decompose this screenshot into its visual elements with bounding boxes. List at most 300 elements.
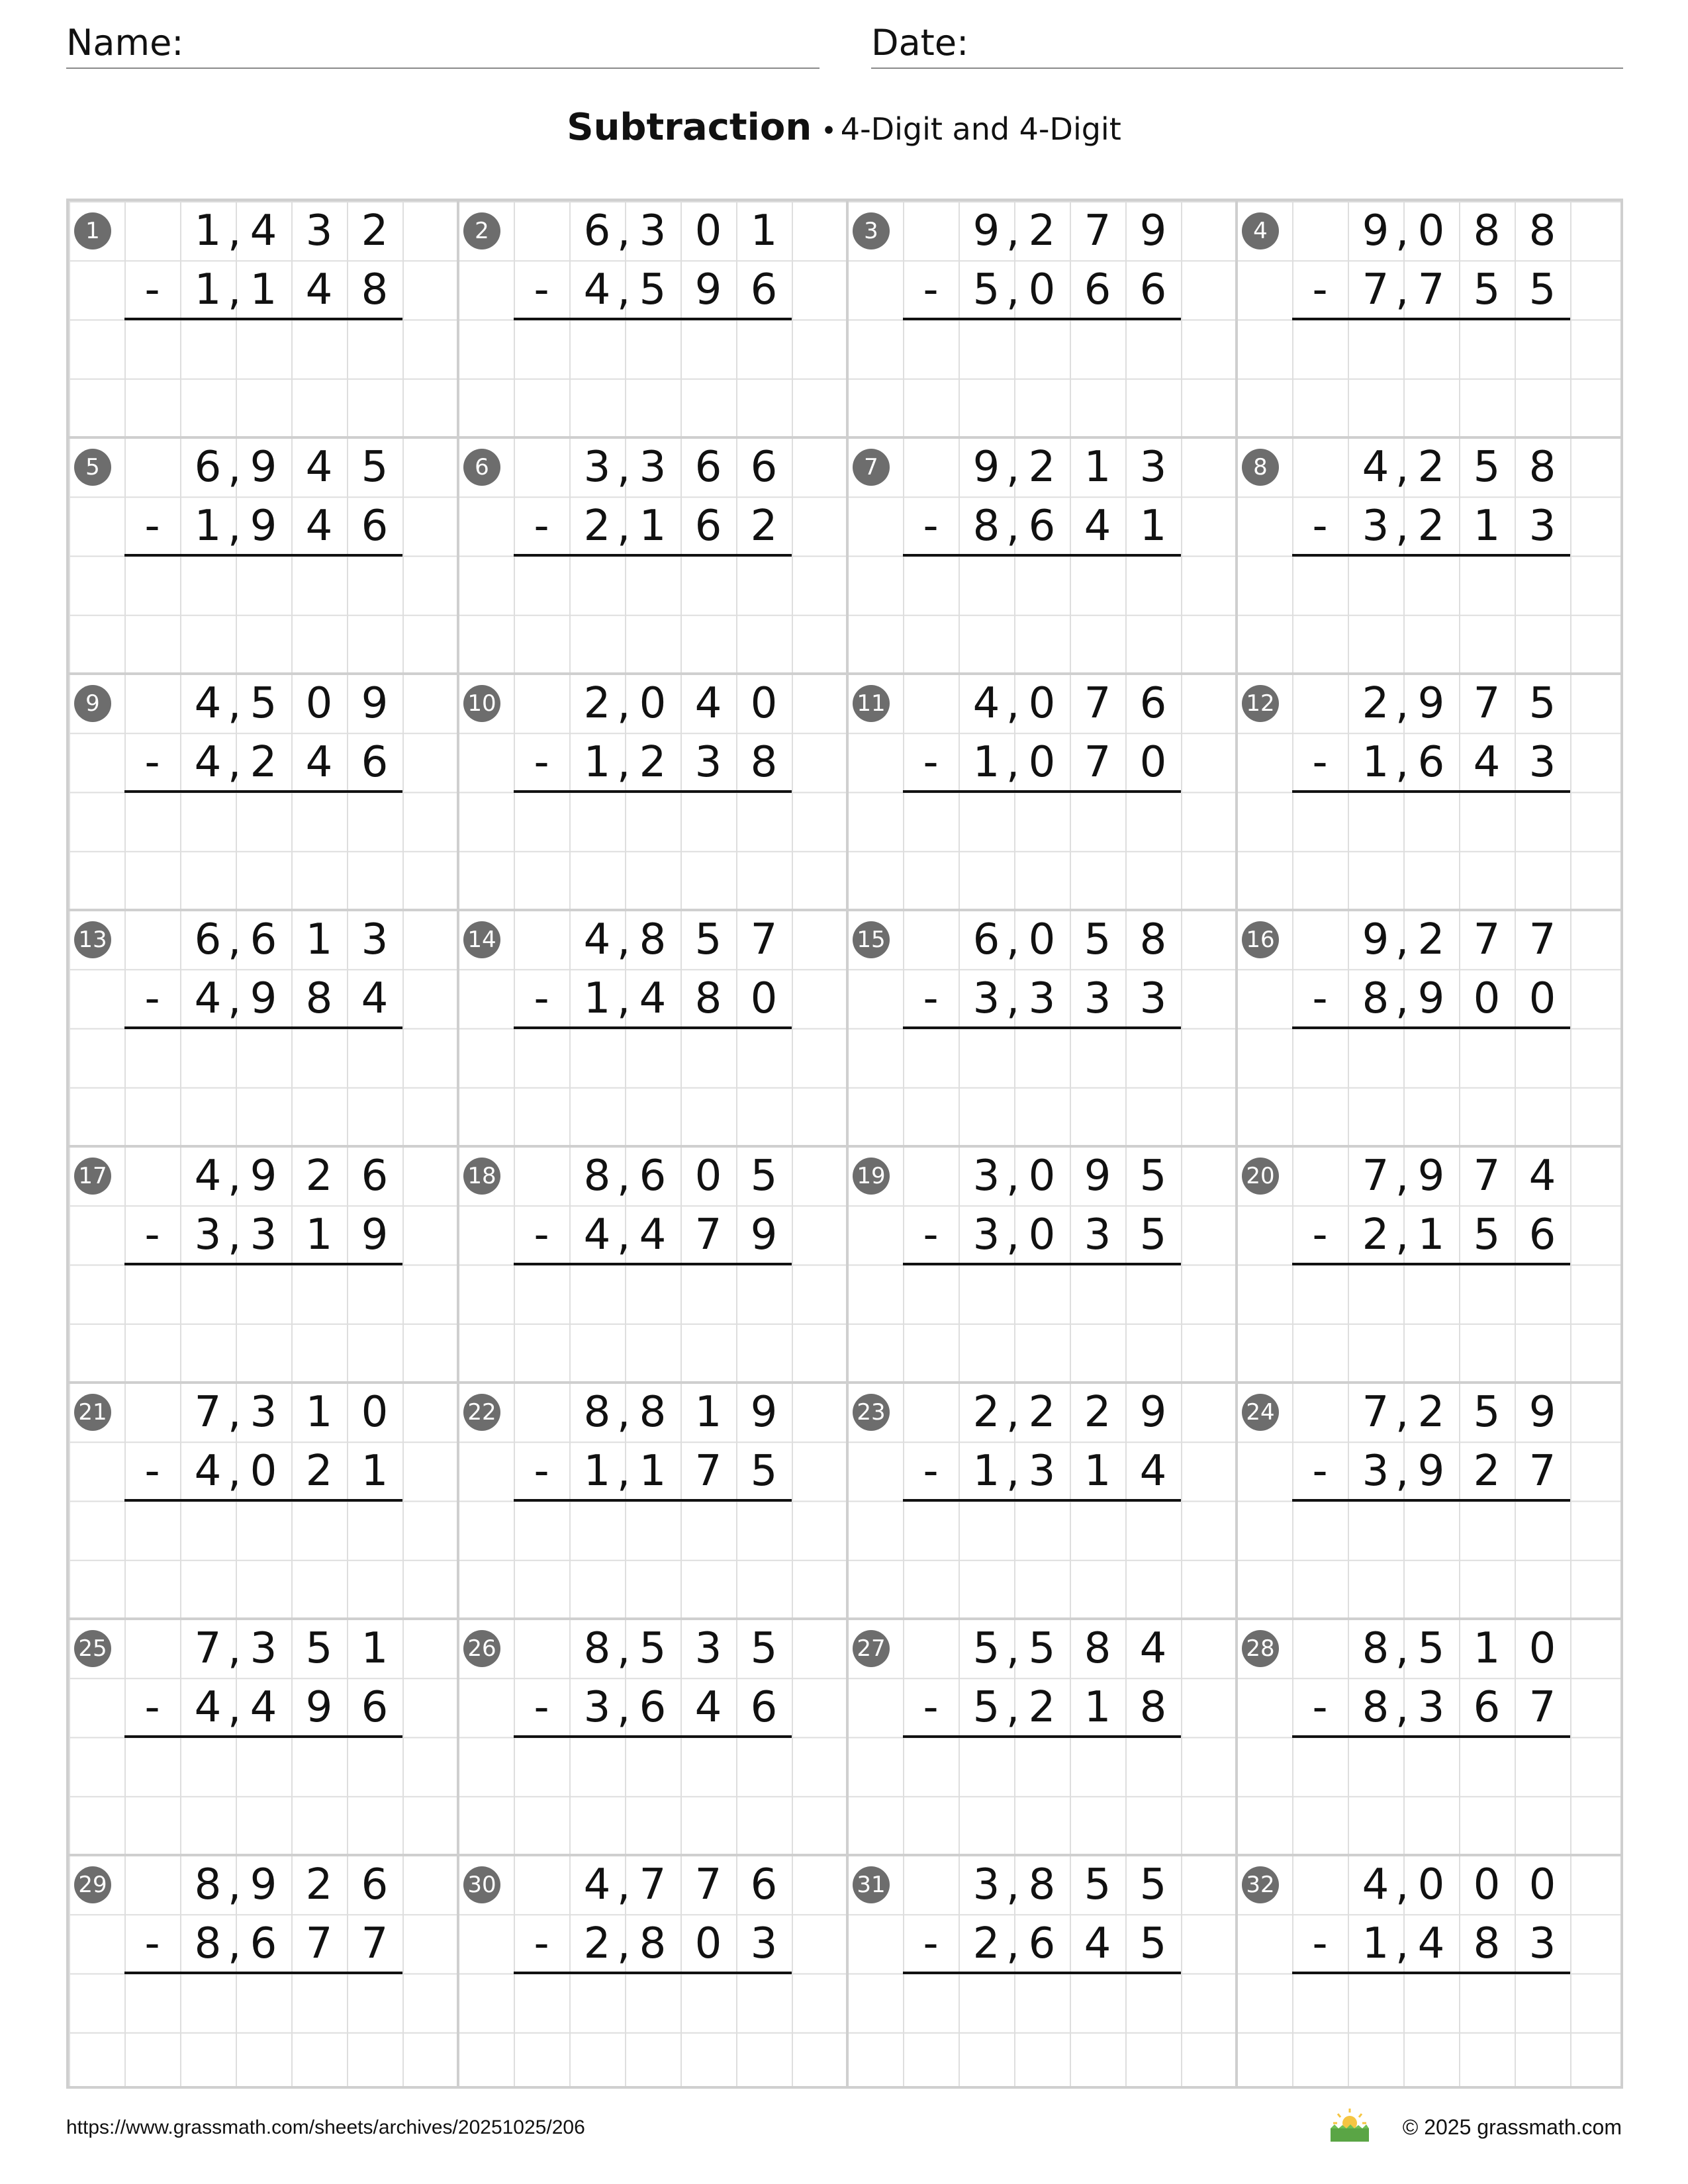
minus-sign: - xyxy=(144,737,160,787)
thousands-separator: , xyxy=(1006,443,1020,492)
minus-sign: - xyxy=(534,1446,549,1496)
problem-number-badge: 16 xyxy=(1242,921,1279,958)
subtrahend-digit: 6 xyxy=(361,501,389,551)
subtrahend-digit: 9 xyxy=(250,974,277,1023)
minuend-digit: 0 xyxy=(1028,1151,1056,1201)
subtrahend-digit: 6 xyxy=(750,265,778,314)
subtrahend-digit: 0 xyxy=(694,1919,722,1968)
subtrahend-digit: 4 xyxy=(194,1682,222,1732)
problem-number-badge: 11 xyxy=(853,685,890,722)
subtrahend-digit: 4 xyxy=(361,974,389,1023)
minuend-digit: 3 xyxy=(694,1623,722,1673)
minuend-digit: 3 xyxy=(639,206,667,255)
subtrahend-digit: 3 xyxy=(694,737,722,787)
minuend-digit: 6 xyxy=(972,915,1000,964)
minuend-digit: 2 xyxy=(305,1151,333,1201)
minuend-digit: 7 xyxy=(750,915,778,964)
subtrahend-digit: 0 xyxy=(250,1446,277,1496)
minuend-digit: 2 xyxy=(1417,442,1445,492)
problem-number-badge: 7 xyxy=(853,449,890,486)
subtrahend-digit: 1 xyxy=(1139,501,1167,551)
minus-sign: - xyxy=(923,265,939,314)
minuend-digit: 6 xyxy=(361,1151,389,1201)
thousands-separator: , xyxy=(1395,207,1409,256)
problem-number-badge: 8 xyxy=(1242,449,1279,486)
subtrahend-digit: 7 xyxy=(1528,1446,1556,1496)
subtrahend-digit: 2 xyxy=(250,737,277,787)
minus-sign: - xyxy=(144,1919,160,1968)
subtrahend-digit: 8 xyxy=(305,974,333,1023)
subtrahend-digit: 4 xyxy=(639,1210,667,1259)
problem-block xyxy=(847,1383,1237,1619)
problem-block xyxy=(847,1855,1237,2091)
problem-block xyxy=(69,910,458,1146)
answer-line xyxy=(514,1735,792,1738)
problem-block xyxy=(69,1855,458,2091)
minus-sign: - xyxy=(1312,501,1328,551)
minuend-digit: 4 xyxy=(1362,1860,1389,1909)
worksheet-title xyxy=(0,106,1688,149)
subtrahend-digit: 9 xyxy=(1417,974,1445,1023)
answer-line xyxy=(124,790,402,793)
subtrahend-digit: 3 xyxy=(1528,737,1556,787)
subtrahend-digit: 2 xyxy=(583,501,611,551)
minus-sign: - xyxy=(534,501,549,551)
thousands-separator: , xyxy=(617,443,631,492)
problem-number-badge: 24 xyxy=(1242,1394,1279,1431)
subtrahend-digit: 4 xyxy=(583,265,611,314)
minuend-digit: 4 xyxy=(972,678,1000,728)
minuend-digit: 3 xyxy=(972,1860,1000,1909)
problem-block xyxy=(69,437,458,674)
subtrahend-digit: 4 xyxy=(1417,1919,1445,1968)
subtrahend-digit: 1 xyxy=(250,265,277,314)
answer-line xyxy=(903,554,1181,557)
subtrahend-digit: 2 xyxy=(305,1446,333,1496)
subtrahend-digit: 3 xyxy=(194,1210,222,1259)
problem-block xyxy=(1237,910,1626,1146)
minuend-digit: 7 xyxy=(194,1623,222,1673)
subtrahend-digit: 4 xyxy=(194,737,222,787)
problem-number-badge: 20 xyxy=(1242,1158,1279,1195)
answer-line xyxy=(514,318,792,320)
minuend-digit: 4 xyxy=(1139,1623,1167,1673)
grass-sun-logo-icon xyxy=(1328,2106,1372,2143)
title-separator: • xyxy=(821,116,837,146)
subtrahend-digit: 4 xyxy=(1473,737,1501,787)
subtrahend-digit: 7 xyxy=(1084,737,1111,787)
problem-number-badge: 15 xyxy=(853,921,890,958)
minuend-digit: 4 xyxy=(694,678,722,728)
problem-number-badge: 2 xyxy=(463,212,500,250)
subtrahend-digit: 0 xyxy=(1028,1210,1056,1259)
minus-sign: - xyxy=(144,1446,160,1496)
minuend-digit: 8 xyxy=(639,1387,667,1437)
minuend-digit: 1 xyxy=(194,206,222,255)
problem-block xyxy=(1237,1855,1626,2091)
minus-sign: - xyxy=(1312,1919,1328,1968)
problem-block xyxy=(69,201,458,437)
minus-sign: - xyxy=(144,974,160,1023)
title-main: Subtraction xyxy=(567,106,812,149)
thousands-separator: , xyxy=(228,739,242,788)
problem-block xyxy=(847,674,1237,910)
date-label: Date: xyxy=(871,22,969,64)
thousands-separator: , xyxy=(617,1861,631,1910)
answer-line xyxy=(514,554,792,557)
problem-number-badge: 5 xyxy=(74,449,111,486)
thousands-separator: , xyxy=(617,1625,631,1674)
minuend-digit: 0 xyxy=(305,678,333,728)
minuend-digit: 7 xyxy=(694,1860,722,1909)
thousands-separator: , xyxy=(617,1152,631,1201)
subtrahend-digit: 2 xyxy=(1473,1446,1501,1496)
subtrahend-digit: 2 xyxy=(972,1919,1000,1968)
subtrahend-digit: 5 xyxy=(639,265,667,314)
minuend-digit: 7 xyxy=(1362,1387,1389,1437)
subtrahend-digit: 6 xyxy=(1417,737,1445,787)
minuend-digit: 8 xyxy=(583,1151,611,1201)
subtrahend-digit: 2 xyxy=(750,501,778,551)
problem-block xyxy=(458,1619,847,1855)
subtrahend-digit: 4 xyxy=(694,1682,722,1732)
subtrahend-digit: 7 xyxy=(1528,1682,1556,1732)
subtrahend-digit: 3 xyxy=(1084,974,1111,1023)
answer-line xyxy=(1292,1499,1570,1502)
problem-block xyxy=(1237,201,1626,437)
problem-block xyxy=(1237,1619,1626,1855)
minuend-digit: 1 xyxy=(305,1387,333,1437)
minus-sign: - xyxy=(1312,265,1328,314)
minuend-digit: 8 xyxy=(1528,442,1556,492)
minus-sign: - xyxy=(923,1919,939,1968)
subtrahend-digit: 4 xyxy=(305,265,333,314)
problem-block xyxy=(458,674,847,910)
minuend-digit: 9 xyxy=(1362,915,1389,964)
thousands-separator: , xyxy=(1006,1861,1020,1910)
problem-number-badge: 12 xyxy=(1242,685,1279,722)
minuend-digit: 4 xyxy=(1362,442,1389,492)
thousands-separator: , xyxy=(1395,1684,1409,1733)
minuend-digit: 6 xyxy=(194,915,222,964)
minuend-digit: 5 xyxy=(694,915,722,964)
minuend-digit: 9 xyxy=(250,442,277,492)
minuend-digit: 7 xyxy=(1084,206,1111,255)
date-line[interactable] xyxy=(871,68,1623,69)
minuend-digit: 1 xyxy=(750,206,778,255)
minuend-digit: 5 xyxy=(361,442,389,492)
subtrahend-digit: 7 xyxy=(694,1446,722,1496)
subtrahend-digit: 9 xyxy=(750,1210,778,1259)
problem-number-badge: 27 xyxy=(853,1630,890,1667)
subtrahend-digit: 3 xyxy=(1362,1446,1389,1496)
answer-line xyxy=(1292,554,1570,557)
answer-line xyxy=(124,1972,402,1974)
answer-line xyxy=(903,318,1181,320)
answer-line xyxy=(124,1735,402,1738)
subtrahend-digit: 3 xyxy=(1084,1210,1111,1259)
subtrahend-digit: 1 xyxy=(639,1446,667,1496)
minuend-digit: 9 xyxy=(1417,1151,1445,1201)
subtrahend-digit: 6 xyxy=(694,501,722,551)
minus-sign: - xyxy=(534,974,549,1023)
name-line[interactable] xyxy=(66,68,820,69)
problem-block xyxy=(458,201,847,437)
minuend-digit: 5 xyxy=(1028,1623,1056,1673)
minuend-digit: 4 xyxy=(194,678,222,728)
thousands-separator: , xyxy=(228,1625,242,1674)
problem-number-badge: 1 xyxy=(74,212,111,250)
subtrahend-digit: 6 xyxy=(361,1682,389,1732)
thousands-separator: , xyxy=(1395,975,1409,1024)
problem-number-badge: 32 xyxy=(1242,1866,1279,1903)
minus-sign: - xyxy=(144,265,160,314)
problem-number-badge: 14 xyxy=(463,921,500,958)
minuend-digit: 0 xyxy=(361,1387,389,1437)
minus-sign: - xyxy=(1312,737,1328,787)
minuend-digit: 9 xyxy=(1417,678,1445,728)
minuend-digit: 4 xyxy=(250,206,277,255)
minuend-digit: 0 xyxy=(1028,678,1056,728)
subtrahend-digit: 6 xyxy=(1528,1210,1556,1259)
thousands-separator: , xyxy=(1395,680,1409,729)
thousands-separator: , xyxy=(228,1684,242,1733)
thousands-separator: , xyxy=(1395,443,1409,492)
thousands-separator: , xyxy=(1006,1152,1020,1201)
problem-number-badge: 28 xyxy=(1242,1630,1279,1667)
subtrahend-digit: 1 xyxy=(972,737,1000,787)
minuend-digit: 6 xyxy=(194,442,222,492)
minuend-digit: 2 xyxy=(1362,678,1389,728)
problem-block xyxy=(458,437,847,674)
thousands-separator: , xyxy=(1006,1211,1020,1260)
problem-block xyxy=(1237,437,1626,674)
subtrahend-digit: 3 xyxy=(972,974,1000,1023)
answer-line xyxy=(903,1026,1181,1029)
footer-url: https://www.grassmath.com/sheets/archives/20251025/206 xyxy=(66,2116,585,2138)
thousands-separator: , xyxy=(617,502,631,551)
thousands-separator: , xyxy=(228,207,242,256)
thousands-separator: , xyxy=(1395,1920,1409,1969)
minuend-digit: 2 xyxy=(1028,1387,1056,1437)
minuend-digit: 9 xyxy=(750,1387,778,1437)
problem-number-badge: 25 xyxy=(74,1630,111,1667)
problem-block xyxy=(458,1855,847,2091)
problem-number-badge: 26 xyxy=(463,1630,500,1667)
answer-line xyxy=(1292,1735,1570,1738)
minuend-digit: 3 xyxy=(583,442,611,492)
thousands-separator: , xyxy=(1395,739,1409,788)
thousands-separator: , xyxy=(617,1447,631,1496)
subtrahend-digit: 4 xyxy=(1084,501,1111,551)
subtrahend-digit: 3 xyxy=(1028,1446,1056,1496)
minuend-digit: 5 xyxy=(1139,1151,1167,1201)
thousands-separator: , xyxy=(228,443,242,492)
subtrahend-digit: 1 xyxy=(1084,1682,1111,1732)
problem-block xyxy=(69,1146,458,1383)
answer-line xyxy=(124,318,402,320)
thousands-separator: , xyxy=(1006,916,1020,965)
minuend-digit: 1 xyxy=(361,1623,389,1673)
minuend-digit: 4 xyxy=(194,1151,222,1201)
subtrahend-digit: 0 xyxy=(1028,265,1056,314)
minuend-digit: 4 xyxy=(583,915,611,964)
thousands-separator: , xyxy=(228,680,242,729)
thousands-separator: , xyxy=(228,1920,242,1969)
subtrahend-digit: 1 xyxy=(639,501,667,551)
subtrahend-digit: 7 xyxy=(1362,265,1389,314)
subtrahend-digit: 8 xyxy=(694,974,722,1023)
subtrahend-digit: 3 xyxy=(1139,974,1167,1023)
minuend-digit: 6 xyxy=(361,1860,389,1909)
thousands-separator: , xyxy=(617,739,631,788)
minuend-digit: 1 xyxy=(1473,1623,1501,1673)
subtrahend-digit: 1 xyxy=(1362,737,1389,787)
thousands-separator: , xyxy=(1395,1152,1409,1201)
thousands-separator: , xyxy=(1006,1625,1020,1674)
minuend-digit: 5 xyxy=(1528,678,1556,728)
problem-grid xyxy=(66,199,1623,2089)
minus-sign: - xyxy=(144,501,160,551)
minuend-digit: 0 xyxy=(1528,1860,1556,1909)
minuend-digit: 2 xyxy=(1028,442,1056,492)
problem-number-badge: 29 xyxy=(74,1866,111,1903)
thousands-separator: , xyxy=(1006,502,1020,551)
subtrahend-digit: 6 xyxy=(1028,501,1056,551)
subtrahend-digit: 1 xyxy=(305,1210,333,1259)
thousands-separator: , xyxy=(228,916,242,965)
minuend-digit: 9 xyxy=(1139,1387,1167,1437)
minuend-digit: 6 xyxy=(583,206,611,255)
problem-number-badge: 4 xyxy=(1242,212,1279,250)
thousands-separator: , xyxy=(228,266,242,315)
answer-line xyxy=(903,1735,1181,1738)
minus-sign: - xyxy=(923,501,939,551)
minuend-digit: 4 xyxy=(583,1860,611,1909)
minuend-digit: 5 xyxy=(1084,1860,1111,1909)
thousands-separator: , xyxy=(617,680,631,729)
minus-sign: - xyxy=(1312,1682,1328,1732)
thousands-separator: , xyxy=(228,502,242,551)
thousands-separator: , xyxy=(617,916,631,965)
subtrahend-digit: 1 xyxy=(1417,1210,1445,1259)
answer-line xyxy=(514,1499,792,1502)
minuend-digit: 7 xyxy=(1528,915,1556,964)
thousands-separator: , xyxy=(228,1388,242,1437)
subtrahend-digit: 1 xyxy=(583,974,611,1023)
subtrahend-digit: 2 xyxy=(639,737,667,787)
subtrahend-digit: 6 xyxy=(1473,1682,1501,1732)
minuend-digit: 9 xyxy=(1362,206,1389,255)
minuend-digit: 5 xyxy=(1473,1387,1501,1437)
minuend-digit: 3 xyxy=(250,1387,277,1437)
thousands-separator: , xyxy=(617,1920,631,1969)
subtrahend-digit: 3 xyxy=(1528,1919,1556,1968)
minus-sign: - xyxy=(1312,974,1328,1023)
thousands-separator: , xyxy=(1395,266,1409,315)
minuend-digit: 8 xyxy=(1473,206,1501,255)
subtrahend-digit: 0 xyxy=(1473,974,1501,1023)
minuend-digit: 4 xyxy=(1528,1151,1556,1201)
subtrahend-digit: 5 xyxy=(972,265,1000,314)
minuend-digit: 5 xyxy=(750,1151,778,1201)
problem-block xyxy=(847,437,1237,674)
minuend-digit: 6 xyxy=(250,915,277,964)
subtrahend-digit: 7 xyxy=(305,1919,333,1968)
minuend-digit: 0 xyxy=(1028,915,1056,964)
title-subtitle: 4-Digit and 4-Digit xyxy=(840,111,1121,147)
minuend-digit: 5 xyxy=(250,678,277,728)
thousands-separator: , xyxy=(1006,1447,1020,1496)
problem-number-badge: 13 xyxy=(74,921,111,958)
problem-block xyxy=(1237,1383,1626,1619)
answer-line xyxy=(514,790,792,793)
minuend-digit: 9 xyxy=(1528,1387,1556,1437)
thousands-separator: , xyxy=(1395,1211,1409,1260)
subtrahend-digit: 0 xyxy=(1139,737,1167,787)
problem-number-badge: 31 xyxy=(853,1866,890,1903)
subtrahend-digit: 6 xyxy=(750,1682,778,1732)
minuend-digit: 2 xyxy=(305,1860,333,1909)
problem-block xyxy=(1237,674,1626,910)
subtrahend-digit: 8 xyxy=(194,1919,222,1968)
problem-block xyxy=(458,1146,847,1383)
subtrahend-digit: 3 xyxy=(972,1210,1000,1259)
minuend-digit: 7 xyxy=(194,1387,222,1437)
minuend-digit: 0 xyxy=(1417,1860,1445,1909)
thousands-separator: , xyxy=(1006,207,1020,256)
subtrahend-digit: 2 xyxy=(1028,1682,1056,1732)
minus-sign: - xyxy=(1312,1210,1328,1259)
minus-sign: - xyxy=(923,1446,939,1496)
minuend-digit: 4 xyxy=(305,442,333,492)
subtrahend-digit: 4 xyxy=(305,737,333,787)
minuend-digit: 0 xyxy=(1417,206,1445,255)
minuend-digit: 7 xyxy=(1362,1151,1389,1201)
thousands-separator: , xyxy=(228,1152,242,1201)
answer-line xyxy=(514,1263,792,1265)
minuend-digit: 5 xyxy=(639,1623,667,1673)
minuend-digit: 2 xyxy=(1417,1387,1445,1437)
subtrahend-digit: 0 xyxy=(750,974,778,1023)
minuend-digit: 0 xyxy=(1528,1623,1556,1673)
minuend-digit: 3 xyxy=(361,915,389,964)
thousands-separator: , xyxy=(617,1684,631,1733)
minuend-digit: 2 xyxy=(1028,206,1056,255)
minuend-digit: 8 xyxy=(1028,1860,1056,1909)
problem-number-badge: 22 xyxy=(463,1394,500,1431)
thousands-separator: , xyxy=(1395,1861,1409,1910)
minuend-digit: 3 xyxy=(250,1623,277,1673)
subtrahend-digit: 3 xyxy=(1528,501,1556,551)
problem-number-badge: 3 xyxy=(853,212,890,250)
subtrahend-digit: 9 xyxy=(305,1682,333,1732)
answer-line xyxy=(124,1263,402,1265)
minuend-digit: 8 xyxy=(1139,915,1167,964)
minuend-digit: 9 xyxy=(972,206,1000,255)
minuend-digit: 5 xyxy=(972,1623,1000,1673)
problem-number-badge: 23 xyxy=(853,1394,890,1431)
answer-line xyxy=(514,1972,792,1974)
minuend-digit: 8 xyxy=(583,1387,611,1437)
minuend-digit: 7 xyxy=(1473,915,1501,964)
thousands-separator: , xyxy=(1006,680,1020,729)
problem-block xyxy=(847,1619,1237,1855)
subtrahend-digit: 8 xyxy=(1473,1919,1501,1968)
thousands-separator: , xyxy=(1006,1684,1020,1733)
subtrahend-digit: 1 xyxy=(1084,1446,1111,1496)
subtrahend-digit: 5 xyxy=(750,1446,778,1496)
